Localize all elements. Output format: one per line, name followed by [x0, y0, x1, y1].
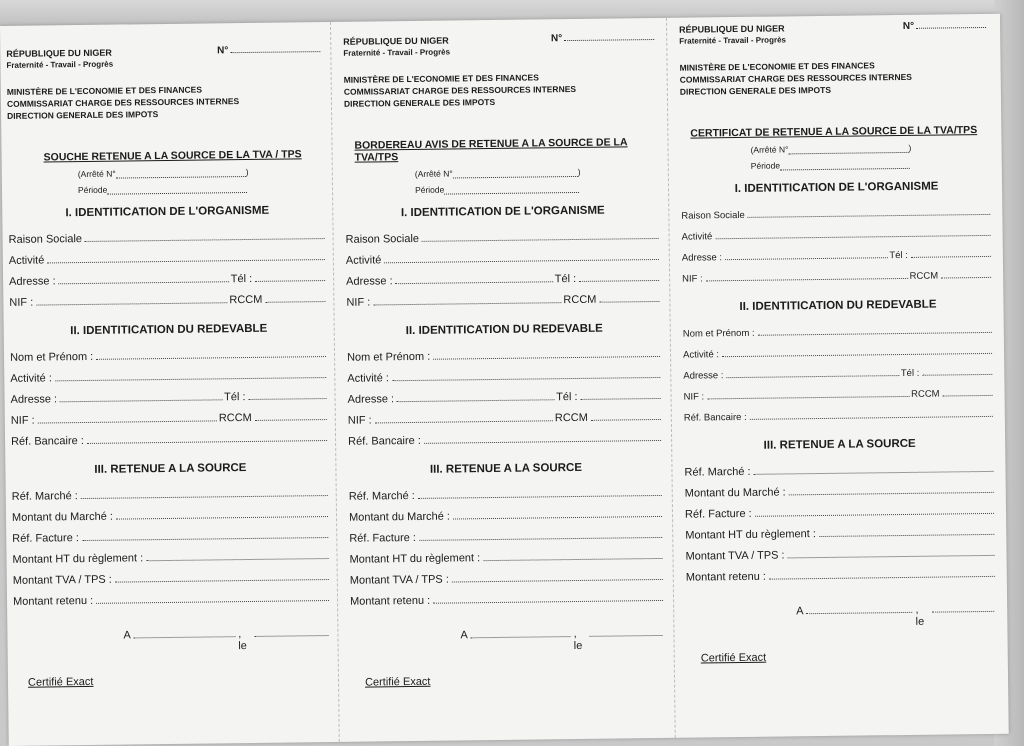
- raison-sociale-field[interactable]: Raison Sociale: [681, 202, 992, 227]
- motto-label: Fraternité - Travail - Progrès: [343, 47, 451, 58]
- republic-label: RÉPUBLIQUE DU NIGER: [679, 23, 785, 35]
- ref-bancaire-field[interactable]: Réf. Bancaire :: [348, 428, 663, 453]
- certifie-exact-label: Certifié Exact: [27, 675, 94, 689]
- ministry-line: MINISTÈRE DE L'ECONOMIE ET DES FINANCES: [6, 84, 203, 97]
- montant-tva-field[interactable]: Montant TVA / TPS :: [13, 567, 331, 592]
- number-field[interactable]: N°: [903, 20, 986, 33]
- republic-label: RÉPUBLIQUE DU NIGER: [343, 35, 449, 47]
- montant-marche-field[interactable]: Montant du Marché :: [685, 480, 996, 505]
- signature-place-date[interactable]: A , le: [350, 627, 665, 655]
- nif-field[interactable]: NIF : RCCM: [683, 383, 994, 408]
- nom-prenom-field[interactable]: Nom et Prénom :: [347, 344, 662, 369]
- ministry-line: DIRECTION GENERALE DES IMPOTS: [7, 109, 159, 121]
- form-title: BORDEREAU AVIS DE RETENUE A LA SOURCE DE LA TVA/TPS: [354, 136, 628, 164]
- ref-facture-field[interactable]: Réf. Facture :: [349, 525, 664, 550]
- raison-sociale-field[interactable]: Raison Sociale: [8, 226, 326, 251]
- adresse-field[interactable]: Adresse : Tél :: [347, 386, 662, 411]
- section-retenue: III. RETENUE A LA SOURCE: [94, 462, 247, 476]
- section-redevable: II. IDENTITICATION DU REDEVABLE: [739, 298, 937, 313]
- form-certificat: [666, 14, 1009, 738]
- periode-field[interactable]: Période: [751, 158, 992, 171]
- section-redevable: II. IDENTITICATION DU REDEVABLE: [405, 322, 603, 338]
- nif-field[interactable]: NIF : RCCM: [9, 289, 327, 314]
- signature-place-date[interactable]: A , le: [686, 603, 997, 631]
- ministry-line: MINISTÈRE DE L'ECONOMIE ET DES FINANCES: [679, 60, 875, 73]
- activite-field[interactable]: Activité: [9, 247, 327, 272]
- montant-marche-field[interactable]: Montant du Marché :: [349, 504, 664, 529]
- ministry-block: [344, 70, 659, 110]
- signature-place-date[interactable]: A , le: [13, 627, 331, 655]
- activite-field[interactable]: Activité :: [347, 365, 662, 390]
- certifie-exact-label: Certifié Exact: [364, 675, 431, 689]
- periode-field[interactable]: Période: [415, 182, 660, 195]
- form-souche: [0, 22, 339, 746]
- section-organisme: I. IDENTITICATION DE L'ORGANISME: [734, 180, 939, 196]
- ministry-line: COMMISSARIAT CHARGE DES RESSOURCES INTERNES: [343, 83, 577, 97]
- montant-retenu-field[interactable]: Montant retenu :: [350, 588, 665, 613]
- form-bordereau: [330, 18, 675, 742]
- nif-field[interactable]: NIF : RCCM: [11, 407, 329, 432]
- section-organisme: I. IDENTITICATION DE L'ORGANISME: [400, 204, 605, 220]
- activite-field[interactable]: Activité :: [683, 341, 994, 366]
- montant-ht-field[interactable]: Montant HT du règlement :: [685, 522, 996, 547]
- ministry-block: [7, 82, 325, 122]
- activite-field[interactable]: Activité :: [10, 365, 328, 390]
- number-field[interactable]: N°: [551, 32, 654, 45]
- nom-prenom-field[interactable]: Nom et Prénom :: [683, 320, 994, 345]
- ref-facture-field[interactable]: Réf. Facture :: [12, 525, 330, 550]
- form-header: [679, 20, 990, 48]
- ref-facture-field[interactable]: Réf. Facture :: [685, 501, 996, 526]
- activite-field[interactable]: Activité: [346, 247, 661, 272]
- ministry-line: MINISTÈRE DE L'ECONOMIE ET DES FINANCES: [343, 72, 539, 85]
- form-title: SOUCHE RETENUE A LA SOURCE DE LA TVA / TPS: [43, 148, 302, 164]
- arrete-field[interactable]: (Arrêté N° ): [750, 142, 912, 155]
- ministry-line: COMMISSARIAT CHARGE DES RESSOURCES INTERNES: [6, 96, 240, 109]
- form-title: CERTIFICAT DE RETENUE A LA SOURCE DE LA TVA/TPS: [690, 124, 978, 140]
- ref-bancaire-field[interactable]: Réf. Bancaire :: [11, 428, 329, 453]
- montant-retenu-field[interactable]: Montant retenu :: [686, 564, 997, 589]
- ref-marche-field[interactable]: Réf. Marché :: [684, 459, 995, 484]
- activite-field[interactable]: Activité: [682, 223, 993, 248]
- form-header: [6, 44, 324, 72]
- ministry-line: DIRECTION GENERALE DES IMPOTS: [343, 96, 496, 109]
- nif-field[interactable]: NIF : RCCM: [346, 289, 661, 314]
- adresse-field[interactable]: Adresse : Tél :: [683, 362, 994, 387]
- nif-field[interactable]: NIF : RCCM: [682, 265, 993, 290]
- adresse-field[interactable]: Adresse : Tél :: [10, 386, 328, 411]
- form-header: [343, 32, 658, 60]
- montant-ht-field[interactable]: Montant HT du règlement :: [349, 546, 664, 571]
- periode-field[interactable]: Période: [78, 182, 326, 195]
- montant-retenu-field[interactable]: Montant retenu :: [13, 588, 331, 613]
- ref-bancaire-field[interactable]: Réf. Bancaire :: [684, 404, 995, 429]
- ministry-line: DIRECTION GENERALE DES IMPOTS: [679, 84, 832, 97]
- motto-label: Fraternité - Travail - Progrès: [6, 59, 114, 70]
- ref-marche-field[interactable]: Réf. Marché :: [12, 483, 330, 508]
- montant-ht-field[interactable]: Montant HT du règlement :: [12, 546, 330, 571]
- ministry-line: COMMISSARIAT CHARGE DES RESSOURCES INTERNES: [679, 71, 912, 85]
- document-sheet: [0, 14, 1009, 746]
- number-field[interactable]: N°: [217, 44, 320, 57]
- republic-label: RÉPUBLIQUE DU NIGER: [6, 47, 112, 59]
- ref-marche-field[interactable]: Réf. Marché :: [349, 483, 664, 508]
- nif-field[interactable]: NIF : RCCM: [348, 407, 663, 432]
- nom-prenom-field[interactable]: Nom et Prénom :: [10, 344, 328, 369]
- section-retenue: III. RETENUE A LA SOURCE: [429, 461, 583, 476]
- adresse-field[interactable]: Adresse : Tél :: [346, 268, 661, 293]
- ministry-block: [679, 58, 990, 98]
- section-retenue: III. RETENUE A LA SOURCE: [763, 437, 916, 452]
- raison-sociale-field[interactable]: Raison Sociale: [346, 226, 661, 251]
- montant-tva-field[interactable]: Montant TVA / TPS :: [350, 567, 665, 592]
- section-redevable: II. IDENTITICATION DU REDEVABLE: [70, 322, 268, 338]
- adresse-field[interactable]: Adresse : Tél :: [682, 244, 993, 269]
- arrete-field[interactable]: (Arrêté N° ): [414, 166, 581, 179]
- arrete-field[interactable]: (Arrêté N° ): [77, 166, 249, 180]
- section-organisme: I. IDENTITICATION DE L'ORGANISME: [65, 204, 270, 220]
- adresse-field[interactable]: Adresse : Tél :: [9, 268, 327, 293]
- certifie-exact-label: Certifié Exact: [700, 651, 767, 665]
- montant-tva-field[interactable]: Montant TVA / TPS :: [685, 543, 996, 568]
- motto-label: Fraternité - Travail - Progrès: [679, 35, 786, 46]
- montant-marche-field[interactable]: Montant du Marché :: [12, 504, 330, 529]
